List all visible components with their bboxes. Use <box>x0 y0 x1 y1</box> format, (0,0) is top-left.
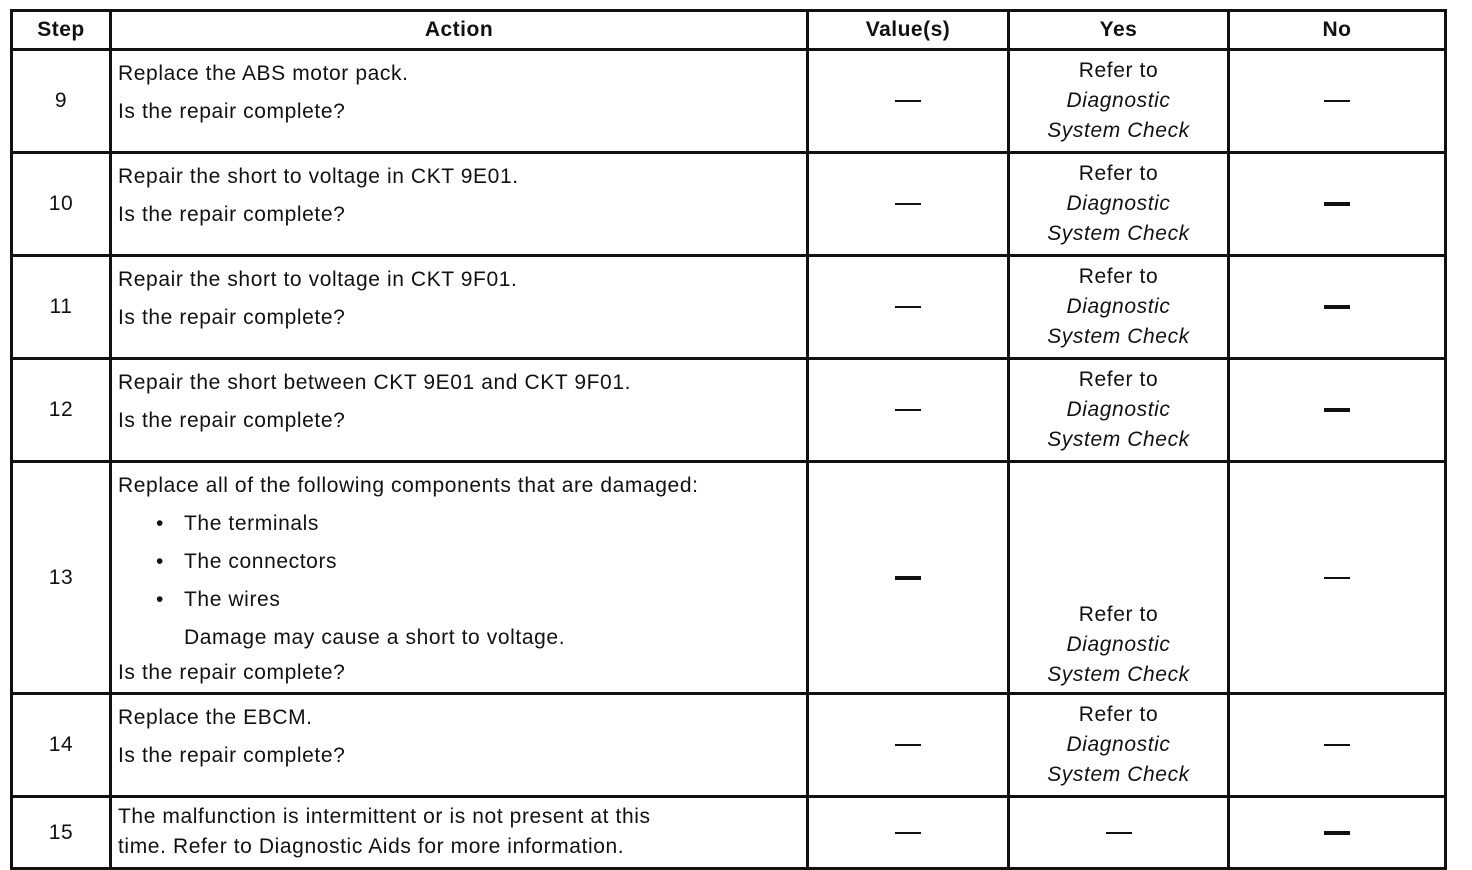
value-cell <box>808 153 1009 256</box>
action-question: Is the repair complete? <box>118 744 346 767</box>
diagnostic-table <box>10 9 1447 870</box>
yes-link-line2: System Check <box>1047 325 1190 348</box>
action-cell <box>111 153 808 256</box>
action-cell <box>111 359 808 462</box>
action-line: Repair the short between CKT 9E01 and CKT 9F01. <box>118 371 632 394</box>
yes-cell <box>1009 694 1229 797</box>
header-step: Step <box>12 11 111 50</box>
action-question: Is the repair complete? <box>118 409 346 432</box>
action-cell <box>111 694 808 797</box>
no-dash <box>1324 202 1350 206</box>
action-line: time. Refer to Diagnostic Aids for more information. <box>118 835 625 858</box>
yes-refer: Refer to <box>1078 703 1159 726</box>
yes-refer: Refer to <box>1078 603 1159 626</box>
value-cell <box>808 462 1009 694</box>
value-dash <box>895 100 921 102</box>
table-row-step-9 <box>12 50 1446 153</box>
header-row <box>12 11 1446 50</box>
table-row-step-13 <box>12 462 1446 694</box>
yes-dash <box>1106 832 1132 834</box>
yes-refer: Refer to <box>1078 59 1159 82</box>
step-number: 10 <box>12 153 111 256</box>
step-number: 14 <box>12 694 111 797</box>
no-cell <box>1229 359 1446 462</box>
action-line: Replace the EBCM. <box>118 706 313 729</box>
value-dash <box>895 832 921 834</box>
yes-refer: Refer to <box>1078 162 1159 185</box>
table-row-step-15 <box>12 797 1446 869</box>
step-number: 15 <box>12 797 111 869</box>
yes-link-line2: System Check <box>1047 763 1190 786</box>
value-cell <box>808 797 1009 869</box>
action-question: Is the repair complete? <box>118 306 346 329</box>
no-cell <box>1229 153 1446 256</box>
value-dash <box>895 203 921 205</box>
no-dash <box>1324 100 1350 102</box>
action-line: Repair the short to voltage in CKT 9F01. <box>118 268 518 291</box>
action-line: The malfunction is intermittent or is not present at this <box>118 805 651 828</box>
no-dash <box>1324 408 1350 412</box>
yes-link-line2: System Check <box>1047 119 1190 142</box>
bullet-text: The connectors <box>184 550 338 573</box>
header-no: No <box>1229 11 1446 50</box>
yes-link-line2: System Check <box>1047 428 1190 451</box>
value-dash <box>895 306 921 308</box>
no-dash <box>1324 577 1350 579</box>
table-row-step-14 <box>12 694 1446 797</box>
action-question: Is the repair complete? <box>118 203 346 226</box>
action-cell <box>111 797 808 869</box>
bullet-text: The wires <box>184 588 281 611</box>
action-question: Is the repair complete? <box>118 661 346 684</box>
action-line: Replace the ABS motor pack. <box>118 62 409 85</box>
yes-link-line1: Diagnostic <box>1066 192 1171 215</box>
list-item: • The terminals <box>156 512 320 535</box>
action-intro: Replace all of the following components that are damaged: <box>118 474 699 497</box>
bullet-text: The terminals <box>184 512 320 535</box>
yes-link-line1: Diagnostic <box>1066 89 1171 112</box>
table-row-step-12 <box>12 359 1446 462</box>
action-line: Repair the short to voltage in CKT 9E01. <box>118 165 519 188</box>
step-number: 9 <box>12 50 111 153</box>
no-dash <box>1324 305 1350 309</box>
no-cell <box>1229 694 1446 797</box>
yes-cell <box>1009 797 1229 869</box>
step-number: 11 <box>12 256 111 359</box>
no-cell <box>1229 50 1446 153</box>
no-cell <box>1229 797 1446 869</box>
no-dash <box>1324 744 1350 746</box>
action-cell <box>111 256 808 359</box>
step-number: 12 <box>12 359 111 462</box>
yes-cell <box>1009 153 1229 256</box>
value-cell <box>808 359 1009 462</box>
yes-refer: Refer to <box>1078 368 1159 391</box>
header-action: Action <box>111 11 808 50</box>
action-cell <box>111 462 808 694</box>
yes-cell <box>1009 50 1229 153</box>
list-item: • The wires <box>156 588 281 611</box>
table-row-step-10 <box>12 153 1446 256</box>
yes-link-line1: Diagnostic <box>1066 733 1171 756</box>
no-cell <box>1229 256 1446 359</box>
value-dash <box>895 576 921 580</box>
yes-link-line2: System Check <box>1047 222 1190 245</box>
action-cell <box>111 50 808 153</box>
action-question: Is the repair complete? <box>118 100 346 123</box>
table-row-step-11 <box>12 256 1446 359</box>
yes-link-line2: System Check <box>1047 663 1190 686</box>
value-cell <box>808 694 1009 797</box>
yes-cell <box>1009 256 1229 359</box>
no-cell <box>1229 462 1446 694</box>
value-dash <box>895 409 921 411</box>
step-number: 13 <box>12 462 111 694</box>
yes-cell <box>1009 359 1229 462</box>
yes-link-line1: Diagnostic <box>1066 633 1171 656</box>
no-dash <box>1324 831 1350 835</box>
value-dash <box>895 744 921 746</box>
value-cell <box>808 50 1009 153</box>
header-value: Value(s) <box>808 11 1009 50</box>
yes-cell <box>1009 462 1229 694</box>
action-note: Damage may cause a short to voltage. <box>184 626 566 649</box>
list-item: • The connectors <box>156 550 338 573</box>
header-yes: Yes <box>1009 11 1229 50</box>
yes-link-line1: Diagnostic <box>1066 295 1171 318</box>
yes-link-line1: Diagnostic <box>1066 398 1171 421</box>
yes-refer: Refer to <box>1078 265 1159 288</box>
value-cell <box>808 256 1009 359</box>
